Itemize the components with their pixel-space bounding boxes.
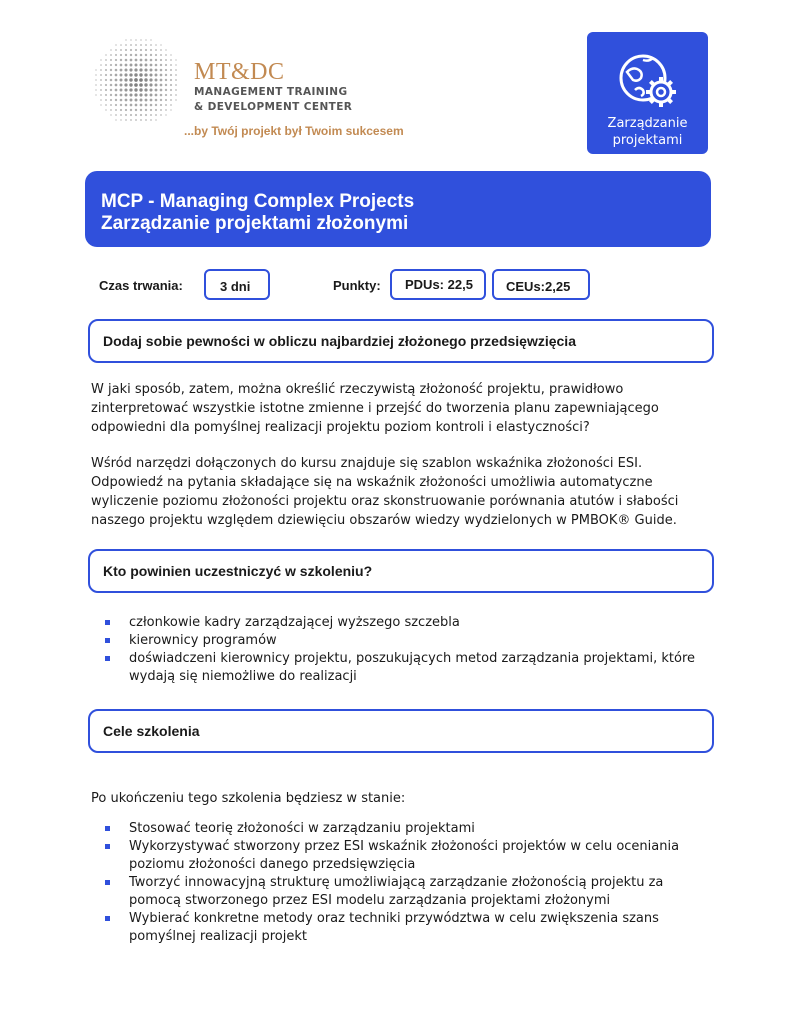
section-header-goals: [88, 709, 714, 753]
bullet-icon: [105, 844, 110, 849]
list-item: Wykorzystywać stworzony przez ESI wskaźnik złożoności projektów w celu oceniania poziomu złożoności danego przedsięwzięcia: [102, 838, 712, 874]
course-title-pl: Zarządzanie projektami złożonymi: [101, 213, 409, 234]
points-label: Punkty:: [333, 278, 381, 293]
bullet-icon: [105, 880, 110, 885]
goals-list: [102, 820, 712, 946]
company-logo-globe: [92, 36, 184, 128]
bullet-icon: [105, 620, 110, 625]
section-header-confidence: [88, 319, 714, 363]
audience-list: [102, 614, 712, 686]
company-logo-brand: MT&DC: [194, 59, 285, 85]
list-item: kierownicy programów: [102, 632, 712, 650]
globe-gear-icon: [613, 46, 681, 114]
list-item: członkowie kadry zarządzającej wyższego szczebla: [102, 614, 712, 632]
category-badge: [587, 32, 708, 154]
section-title: Kto powinien uczestniczyć w szkoleniu?: [103, 563, 373, 579]
list-item: doświadczeni kierownicy projektu, poszukujących metod zarządzania projektami, które wydają się niemożliwe do realizacji: [102, 650, 712, 686]
category-label: Zarządzanie projektami: [607, 116, 688, 148]
section-title: Dodaj sobie pewności w obliczu najbardziej złożonego przedsięwzięcia: [103, 333, 576, 349]
pdus-value: PDUs: 22,5: [390, 269, 486, 300]
duration-value: 3 dni: [204, 269, 270, 300]
list-item: Stosować teorię złożoności w zarządzaniu projektami: [102, 820, 712, 838]
section-header-audience: [88, 549, 714, 593]
course-title-en: MCP - Managing Complex Projects: [101, 191, 415, 212]
duration-label: Czas trwania:: [99, 278, 183, 293]
paragraph-complexity: W jaki sposób, zatem, można określić rzeczywistą złożoność projektu, prawidłowo zinterpretować wszystkie istotne zmienne i przejść do tworzenia planu zapewniającego odpowiedni dla pomyślnej realizacji projektu poziom kontroli i elastyczności?: [91, 382, 659, 435]
list-item: Tworzyć innowacyjną strukturę umożliwiającą zarządzanie złożonością projektu za pomocą stworzonego przez ESI modelu zarządzania projektami złożonymi: [102, 874, 712, 910]
goals-intro: Po ukończeniu tego szkolenia będziesz w stanie:: [91, 791, 406, 806]
ceus-value: CEUs:2,25: [492, 269, 590, 300]
section-title: Cele szkolenia: [103, 723, 200, 739]
bullet-icon: [105, 656, 110, 661]
bullet-icon: [105, 916, 110, 921]
company-tagline: ...by Twój projekt był Twoim sukcesem: [184, 124, 404, 138]
bullet-icon: [105, 826, 110, 831]
title-banner: [85, 171, 711, 247]
bullet-icon: [105, 638, 110, 643]
list-item: Wybierać konkretne metody oraz techniki przywództwa w celu zwiększenia szans pomyślnej realizacji projekt: [102, 910, 712, 946]
company-name-line1: MANAGEMENT TRAINING: [194, 86, 348, 98]
paragraph-esi-tool: Wśród narzędzi dołączonych do kursu znajduje się szablon wskaźnika złożoności ESI. Odpowiedź na pytania składające się na wskaźnik złożoności umożliwia automatyczne wyliczenie poziomu złożoności projektu oraz skonstruowanie porównania atutów i słabości naszego projektu względem dziewięciu obszarów wiedzy wydzielonych w PMBOK® Guide.: [91, 456, 679, 528]
company-name-line2: & DEVELOPMENT CENTER: [194, 101, 353, 113]
